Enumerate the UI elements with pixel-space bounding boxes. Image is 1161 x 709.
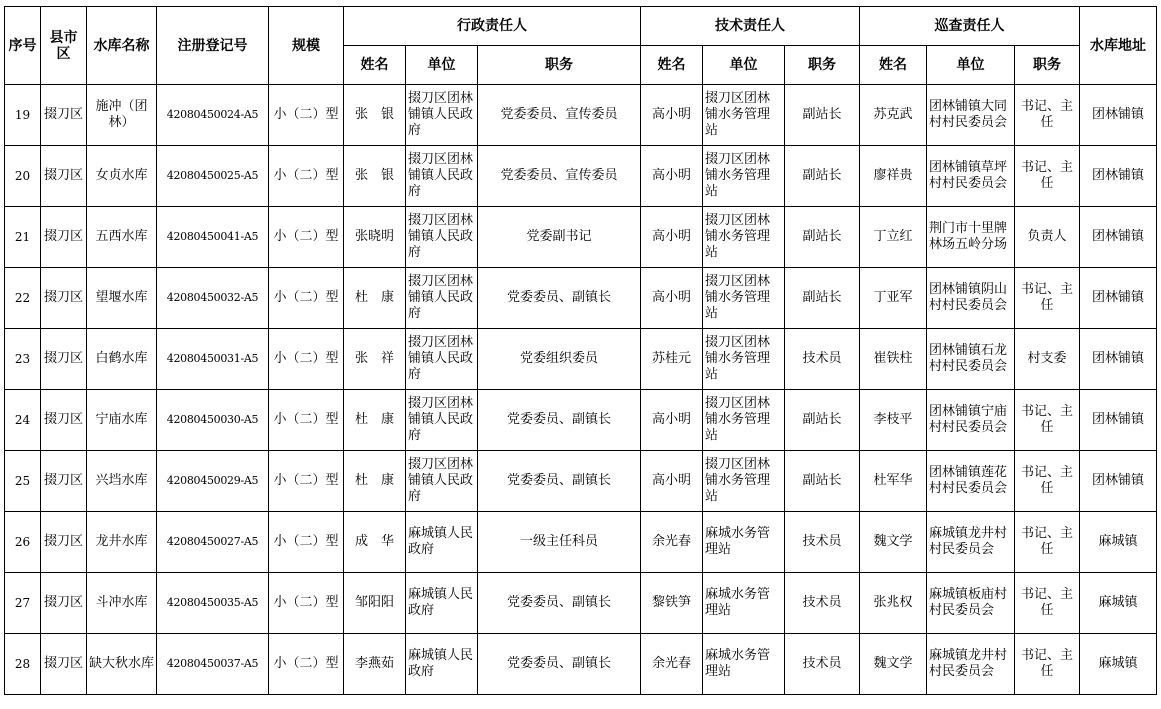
- cell-tech-position: 技术员: [785, 512, 860, 573]
- cell-patrol-unit: 麻城镇龙井村村民委员会: [927, 634, 1015, 695]
- cell-admin-unit: 掇刀区团林铺镇人民政府: [406, 268, 478, 329]
- cell-tech-unit: 掇刀区团林铺水务管理站: [703, 329, 785, 390]
- cell-seq: 27: [5, 573, 41, 634]
- cell-admin-unit: 麻城镇人民政府: [406, 512, 478, 573]
- cell-patrol-position: 书记、主任: [1015, 451, 1080, 512]
- header-admin-name: 姓名: [344, 46, 406, 85]
- cell-patrol-position: 书记、主任: [1015, 390, 1080, 451]
- cell-patrol-position: 负责人: [1015, 207, 1080, 268]
- cell-reservoir-name: 白鹤水库: [87, 329, 157, 390]
- table-row: [5, 512, 1157, 573]
- cell-admin-unit: 麻城镇人民政府: [406, 573, 478, 634]
- cell-reg-no: 42080450024-A5: [157, 85, 269, 146]
- header-tech-name: 姓名: [641, 46, 703, 85]
- reservoir-responsibility-table: [4, 6, 1157, 695]
- cell-reg-no: 42080450032-A5: [157, 268, 269, 329]
- cell-reg-no: 42080450041-A5: [157, 207, 269, 268]
- cell-address: 麻城镇: [1080, 634, 1157, 695]
- cell-tech-name: 高小明: [641, 390, 703, 451]
- cell-reservoir-name: 女贞水库: [87, 146, 157, 207]
- cell-admin-name: 杜 康: [344, 268, 406, 329]
- cell-admin-position: 党委组织委员: [478, 329, 641, 390]
- cell-admin-position: 党委委员、副镇长: [478, 451, 641, 512]
- cell-address: 团林铺镇: [1080, 85, 1157, 146]
- cell-admin-unit: 掇刀区团林铺镇人民政府: [406, 390, 478, 451]
- cell-scale: 小（二）型: [269, 451, 344, 512]
- cell-tech-unit: 麻城水务管理站: [703, 512, 785, 573]
- cell-tech-position: 副站长: [785, 146, 860, 207]
- cell-patrol-name: 苏克武: [860, 85, 927, 146]
- cell-seq: 26: [5, 512, 41, 573]
- cell-address: 团林铺镇: [1080, 451, 1157, 512]
- cell-tech-unit: 掇刀区团林铺水务管理站: [703, 207, 785, 268]
- cell-admin-position: 党委委员、宣传委员: [478, 85, 641, 146]
- header-county: 县市区: [41, 7, 87, 85]
- cell-county: 掇刀区: [41, 207, 87, 268]
- cell-tech-name: 余光春: [641, 634, 703, 695]
- cell-tech-name: 高小明: [641, 268, 703, 329]
- cell-seq: 28: [5, 634, 41, 695]
- cell-tech-unit: 掇刀区团林铺水务管理站: [703, 451, 785, 512]
- table-row: [5, 390, 1157, 451]
- cell-admin-unit: 麻城镇人民政府: [406, 634, 478, 695]
- cell-scale: 小（二）型: [269, 268, 344, 329]
- cell-address: 团林铺镇: [1080, 390, 1157, 451]
- cell-seq: 24: [5, 390, 41, 451]
- cell-reg-no: 42080450030-A5: [157, 390, 269, 451]
- cell-county: 掇刀区: [41, 512, 87, 573]
- cell-tech-name: 苏桂元: [641, 329, 703, 390]
- cell-admin-name: 成 华: [344, 512, 406, 573]
- cell-admin-name: 张 银: [344, 85, 406, 146]
- cell-tech-unit: 掇刀区团林铺水务管理站: [703, 146, 785, 207]
- cell-reg-no: 42080450025-A5: [157, 146, 269, 207]
- cell-address: 麻城镇: [1080, 512, 1157, 573]
- cell-scale: 小（二）型: [269, 85, 344, 146]
- cell-address: 团林铺镇: [1080, 329, 1157, 390]
- cell-patrol-position: 书记、主任: [1015, 146, 1080, 207]
- cell-admin-unit: 掇刀区团林铺镇人民政府: [406, 207, 478, 268]
- cell-patrol-name: 丁立红: [860, 207, 927, 268]
- cell-reservoir-name: 望堰水库: [87, 268, 157, 329]
- cell-admin-unit: 掇刀区团林铺镇人民政府: [406, 146, 478, 207]
- table-row: [5, 85, 1157, 146]
- cell-tech-position: 技术员: [785, 329, 860, 390]
- cell-patrol-name: 丁亚军: [860, 268, 927, 329]
- cell-patrol-name: 崔铁柱: [860, 329, 927, 390]
- cell-tech-unit: 掇刀区团林铺水务管理站: [703, 268, 785, 329]
- cell-reg-no: 42080450037-A5: [157, 634, 269, 695]
- cell-county: 掇刀区: [41, 329, 87, 390]
- table-body: [5, 85, 1157, 695]
- cell-patrol-name: 魏文学: [860, 512, 927, 573]
- cell-patrol-position: 书记、主任: [1015, 573, 1080, 634]
- cell-admin-position: 党委委员、宣传委员: [478, 146, 641, 207]
- cell-tech-unit: 掇刀区团林铺水务管理站: [703, 85, 785, 146]
- header-patrol-group: 巡查责任人: [860, 7, 1080, 46]
- cell-admin-name: 张晓明: [344, 207, 406, 268]
- cell-patrol-unit: 麻城镇龙井村村民委员会: [927, 512, 1015, 573]
- cell-tech-name: 高小明: [641, 146, 703, 207]
- cell-tech-position: 副站长: [785, 207, 860, 268]
- cell-tech-position: 副站长: [785, 85, 860, 146]
- cell-patrol-position: 村支委: [1015, 329, 1080, 390]
- cell-seq: 23: [5, 329, 41, 390]
- cell-county: 掇刀区: [41, 268, 87, 329]
- cell-reservoir-name: 兴垱水库: [87, 451, 157, 512]
- cell-tech-position: 技术员: [785, 573, 860, 634]
- cell-admin-position: 党委委员、副镇长: [478, 268, 641, 329]
- cell-patrol-name: 李枝平: [860, 390, 927, 451]
- cell-patrol-name: 张兆权: [860, 573, 927, 634]
- cell-admin-unit: 掇刀区团林铺镇人民政府: [406, 451, 478, 512]
- header-patrol-name: 姓名: [860, 46, 927, 85]
- cell-patrol-unit: 团林铺镇阴山村村民委员会: [927, 268, 1015, 329]
- cell-patrol-name: 杜军华: [860, 451, 927, 512]
- header-patrol-position: 职务: [1015, 46, 1080, 85]
- cell-patrol-name: 廖祥贵: [860, 146, 927, 207]
- cell-reg-no: 42080450035-A5: [157, 573, 269, 634]
- header-reservoir-name: 水库名称: [87, 7, 157, 85]
- cell-tech-name: 余光春: [641, 512, 703, 573]
- header-seq: 序号: [5, 7, 41, 85]
- header-admin-position: 职务: [478, 46, 641, 85]
- cell-patrol-unit: 团林铺镇莲花村村民委员会: [927, 451, 1015, 512]
- header-tech-position: 职务: [785, 46, 860, 85]
- cell-seq: 19: [5, 85, 41, 146]
- cell-patrol-unit: 团林铺镇草坪村村民委员会: [927, 146, 1015, 207]
- cell-tech-name: 黎铁笋: [641, 573, 703, 634]
- header-tech-group: 技术责任人: [641, 7, 860, 46]
- cell-patrol-position: 书记、主任: [1015, 268, 1080, 329]
- cell-county: 掇刀区: [41, 85, 87, 146]
- cell-patrol-position: 书记、主任: [1015, 85, 1080, 146]
- cell-patrol-unit: 团林铺镇大同村村民委员会: [927, 85, 1015, 146]
- cell-reservoir-name: 斗冲水库: [87, 573, 157, 634]
- cell-admin-name: 杜 康: [344, 390, 406, 451]
- cell-scale: 小（二）型: [269, 512, 344, 573]
- table-row: [5, 268, 1157, 329]
- cell-county: 掇刀区: [41, 451, 87, 512]
- cell-tech-unit: 麻城水务管理站: [703, 573, 785, 634]
- cell-scale: 小（二）型: [269, 207, 344, 268]
- cell-reg-no: 42080450027-A5: [157, 512, 269, 573]
- header-reg-no: 注册登记号: [157, 7, 269, 85]
- cell-admin-unit: 掇刀区团林铺镇人民政府: [406, 85, 478, 146]
- cell-scale: 小（二）型: [269, 329, 344, 390]
- cell-patrol-unit: 团林铺镇宁庙村村民委员会: [927, 390, 1015, 451]
- cell-admin-name: 张 银: [344, 146, 406, 207]
- cell-patrol-position: 书记、主任: [1015, 512, 1080, 573]
- table-row: [5, 634, 1157, 695]
- table-row: [5, 451, 1157, 512]
- cell-patrol-unit: 荆门市十里牌林场五岭分场: [927, 207, 1015, 268]
- cell-scale: 小（二）型: [269, 390, 344, 451]
- cell-reservoir-name: 宁庙水库: [87, 390, 157, 451]
- cell-patrol-unit: 麻城镇板庙村村民委员会: [927, 573, 1015, 634]
- cell-reservoir-name: 施冲（团林）: [87, 85, 157, 146]
- header-tech-unit: 单位: [703, 46, 785, 85]
- cell-admin-position: 党委委员、副镇长: [478, 573, 641, 634]
- cell-admin-name: 邹阳阳: [344, 573, 406, 634]
- header-admin-group: 行政责任人: [344, 7, 641, 46]
- cell-seq: 25: [5, 451, 41, 512]
- cell-tech-position: 副站长: [785, 451, 860, 512]
- table-row: [5, 146, 1157, 207]
- table-row: [5, 207, 1157, 268]
- cell-reg-no: 42080450031-A5: [157, 329, 269, 390]
- header-scale: 规模: [269, 7, 344, 85]
- cell-admin-position: 党委委员、副镇长: [478, 634, 641, 695]
- cell-seq: 22: [5, 268, 41, 329]
- cell-scale: 小（二）型: [269, 573, 344, 634]
- header-patrol-unit: 单位: [927, 46, 1015, 85]
- cell-reservoir-name: 缺大秋水库: [87, 634, 157, 695]
- cell-seq: 21: [5, 207, 41, 268]
- cell-tech-unit: 麻城水务管理站: [703, 634, 785, 695]
- cell-patrol-name: 魏文学: [860, 634, 927, 695]
- cell-county: 掇刀区: [41, 634, 87, 695]
- cell-address: 麻城镇: [1080, 573, 1157, 634]
- cell-admin-position: 一级主任科员: [478, 512, 641, 573]
- cell-admin-name: 李燕茹: [344, 634, 406, 695]
- cell-tech-position: 副站长: [785, 390, 860, 451]
- cell-admin-unit: 掇刀区团林铺镇人民政府: [406, 329, 478, 390]
- cell-tech-position: 技术员: [785, 634, 860, 695]
- cell-patrol-position: 书记、主任: [1015, 634, 1080, 695]
- cell-admin-name: 杜 康: [344, 451, 406, 512]
- cell-address: 团林铺镇: [1080, 146, 1157, 207]
- cell-address: 团林铺镇: [1080, 268, 1157, 329]
- cell-tech-unit: 掇刀区团林铺水务管理站: [703, 390, 785, 451]
- cell-admin-position: 党委委员、副镇长: [478, 390, 641, 451]
- cell-tech-name: 高小明: [641, 207, 703, 268]
- cell-tech-name: 高小明: [641, 85, 703, 146]
- cell-tech-position: 副站长: [785, 268, 860, 329]
- cell-admin-position: 党委副书记: [478, 207, 641, 268]
- table-row: [5, 329, 1157, 390]
- cell-patrol-unit: 团林铺镇石龙村村民委员会: [927, 329, 1015, 390]
- cell-scale: 小（二）型: [269, 146, 344, 207]
- cell-reg-no: 42080450029-A5: [157, 451, 269, 512]
- cell-county: 掇刀区: [41, 146, 87, 207]
- cell-scale: 小（二）型: [269, 634, 344, 695]
- cell-seq: 20: [5, 146, 41, 207]
- header-address: 水库地址: [1080, 7, 1157, 85]
- cell-admin-name: 张 祥: [344, 329, 406, 390]
- cell-county: 掇刀区: [41, 390, 87, 451]
- cell-reservoir-name: 五西水库: [87, 207, 157, 268]
- table-row: [5, 573, 1157, 634]
- cell-county: 掇刀区: [41, 573, 87, 634]
- header-admin-unit: 单位: [406, 46, 478, 85]
- cell-address: 团林铺镇: [1080, 207, 1157, 268]
- cell-tech-name: 高小明: [641, 451, 703, 512]
- cell-reservoir-name: 龙井水库: [87, 512, 157, 573]
